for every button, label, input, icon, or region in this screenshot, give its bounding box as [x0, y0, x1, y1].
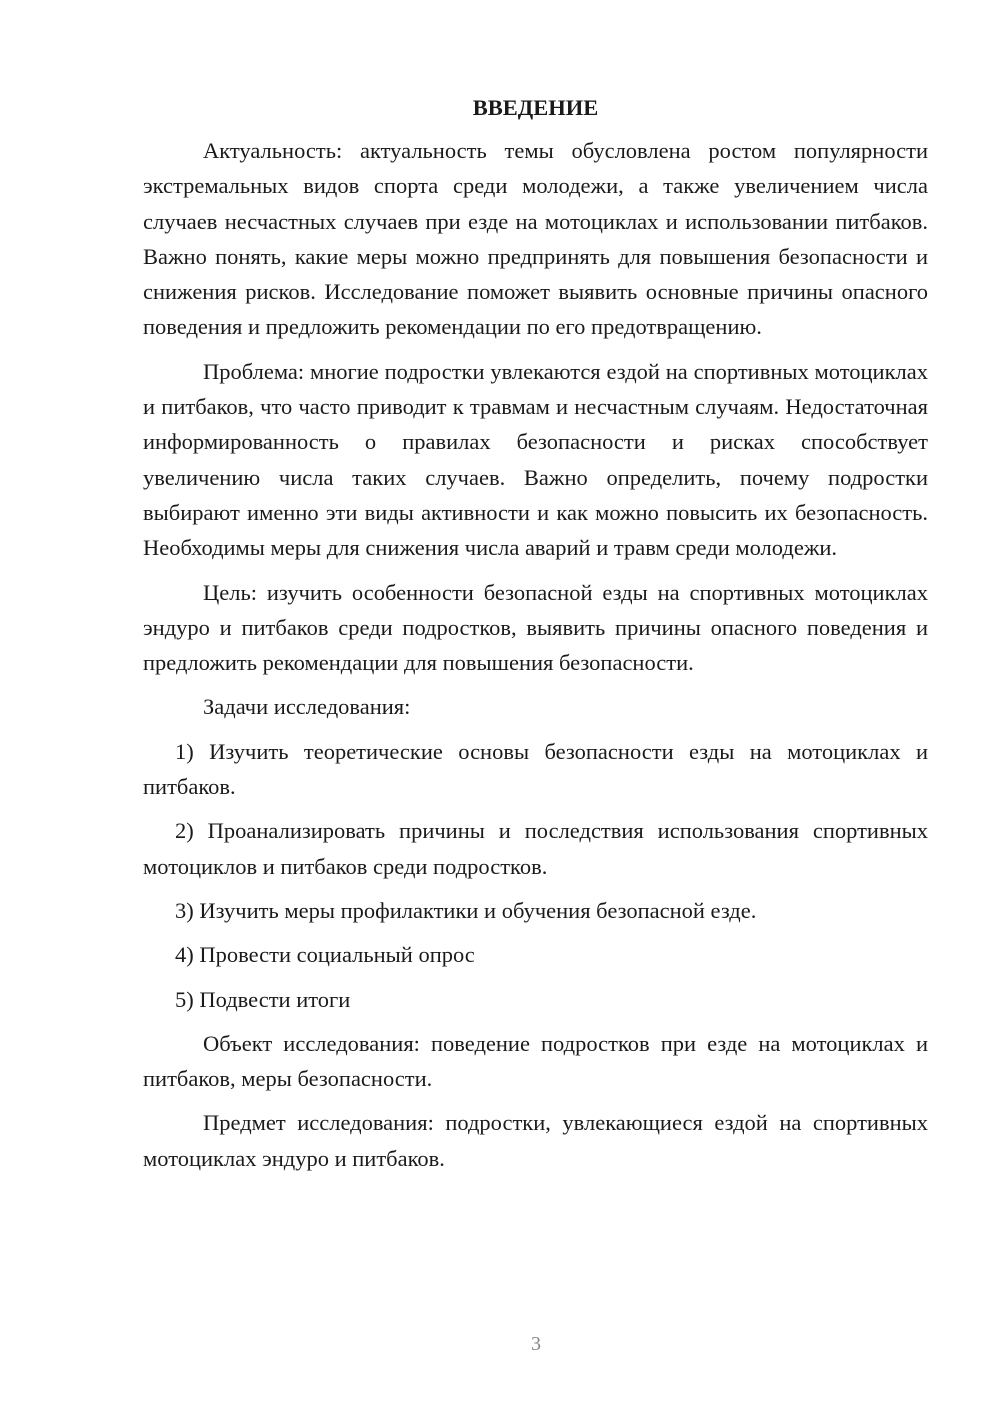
page-number: 3	[531, 1333, 541, 1355]
paragraph-subject: Предмет исследования: подростки, увлекающиеся ездой на спортивных мотоциклах эндуро и питбаков.	[143, 1110, 928, 1171]
section-title: ВВЕДЕНИЕ	[472, 95, 599, 120]
paragraph-object: Объект исследования: поведение подростков при езде на мотоциклах и питбаков, меры безопасности.	[143, 1030, 928, 1092]
paragraph-relevance: Актуальность: актуальность темы обусловлена ростом популярности экстремальных видов спорта среди молодежи, а также увеличением числа случаев несчастных случаев при езде на мотоциклах и использовании питбаков. Важно понять, какие меры можно предпринять для повышения безопасности и снижения рисков. Исследование поможет выявить основные причины опасного поведения и предложить рекомендации по его предотвращению.	[143, 138, 928, 340]
task-item-1: 1) Изучить теоретические основы безопасности езды на мотоциклах и питбаков.	[143, 738, 928, 800]
paragraph-problem: Проблема: многие подростки увлекаются ездой на спортивных мотоциклах и питбаков, что часто приводит к травмам и несчастным случаям. Недостаточная информированность о правилах безопасности и рисках способствует увеличению числа таких случаев. Важно определить, почему подростки выбирают именно эти виды активности и как можно повысить их безопасность. Необходимы меры для снижения числа аварий и травм среди молодежи.	[143, 358, 928, 561]
document-page	[143, 90, 928, 1185]
task-item-3: 3) Изучить меры профилактики и обучения безопасной езде.	[175, 897, 757, 923]
task-item-2: 2) Проанализировать причины и последствия использования спортивных мотоциклов и питбаков среди подростков.	[143, 818, 928, 879]
tasks-heading: Задачи исследования:	[203, 694, 411, 720]
task-item-4: 4) Провести социальный опрос	[175, 942, 475, 968]
task-item-5: 5) Подвести итоги	[175, 986, 351, 1012]
paragraph-goal: Цель: изучить особенности безопасной езды на спортивных мотоциклах эндуро и питбаков среди подростков, выявить причины опасного поведения и предложить рекомендации для повышения безопасности.	[143, 579, 928, 676]
